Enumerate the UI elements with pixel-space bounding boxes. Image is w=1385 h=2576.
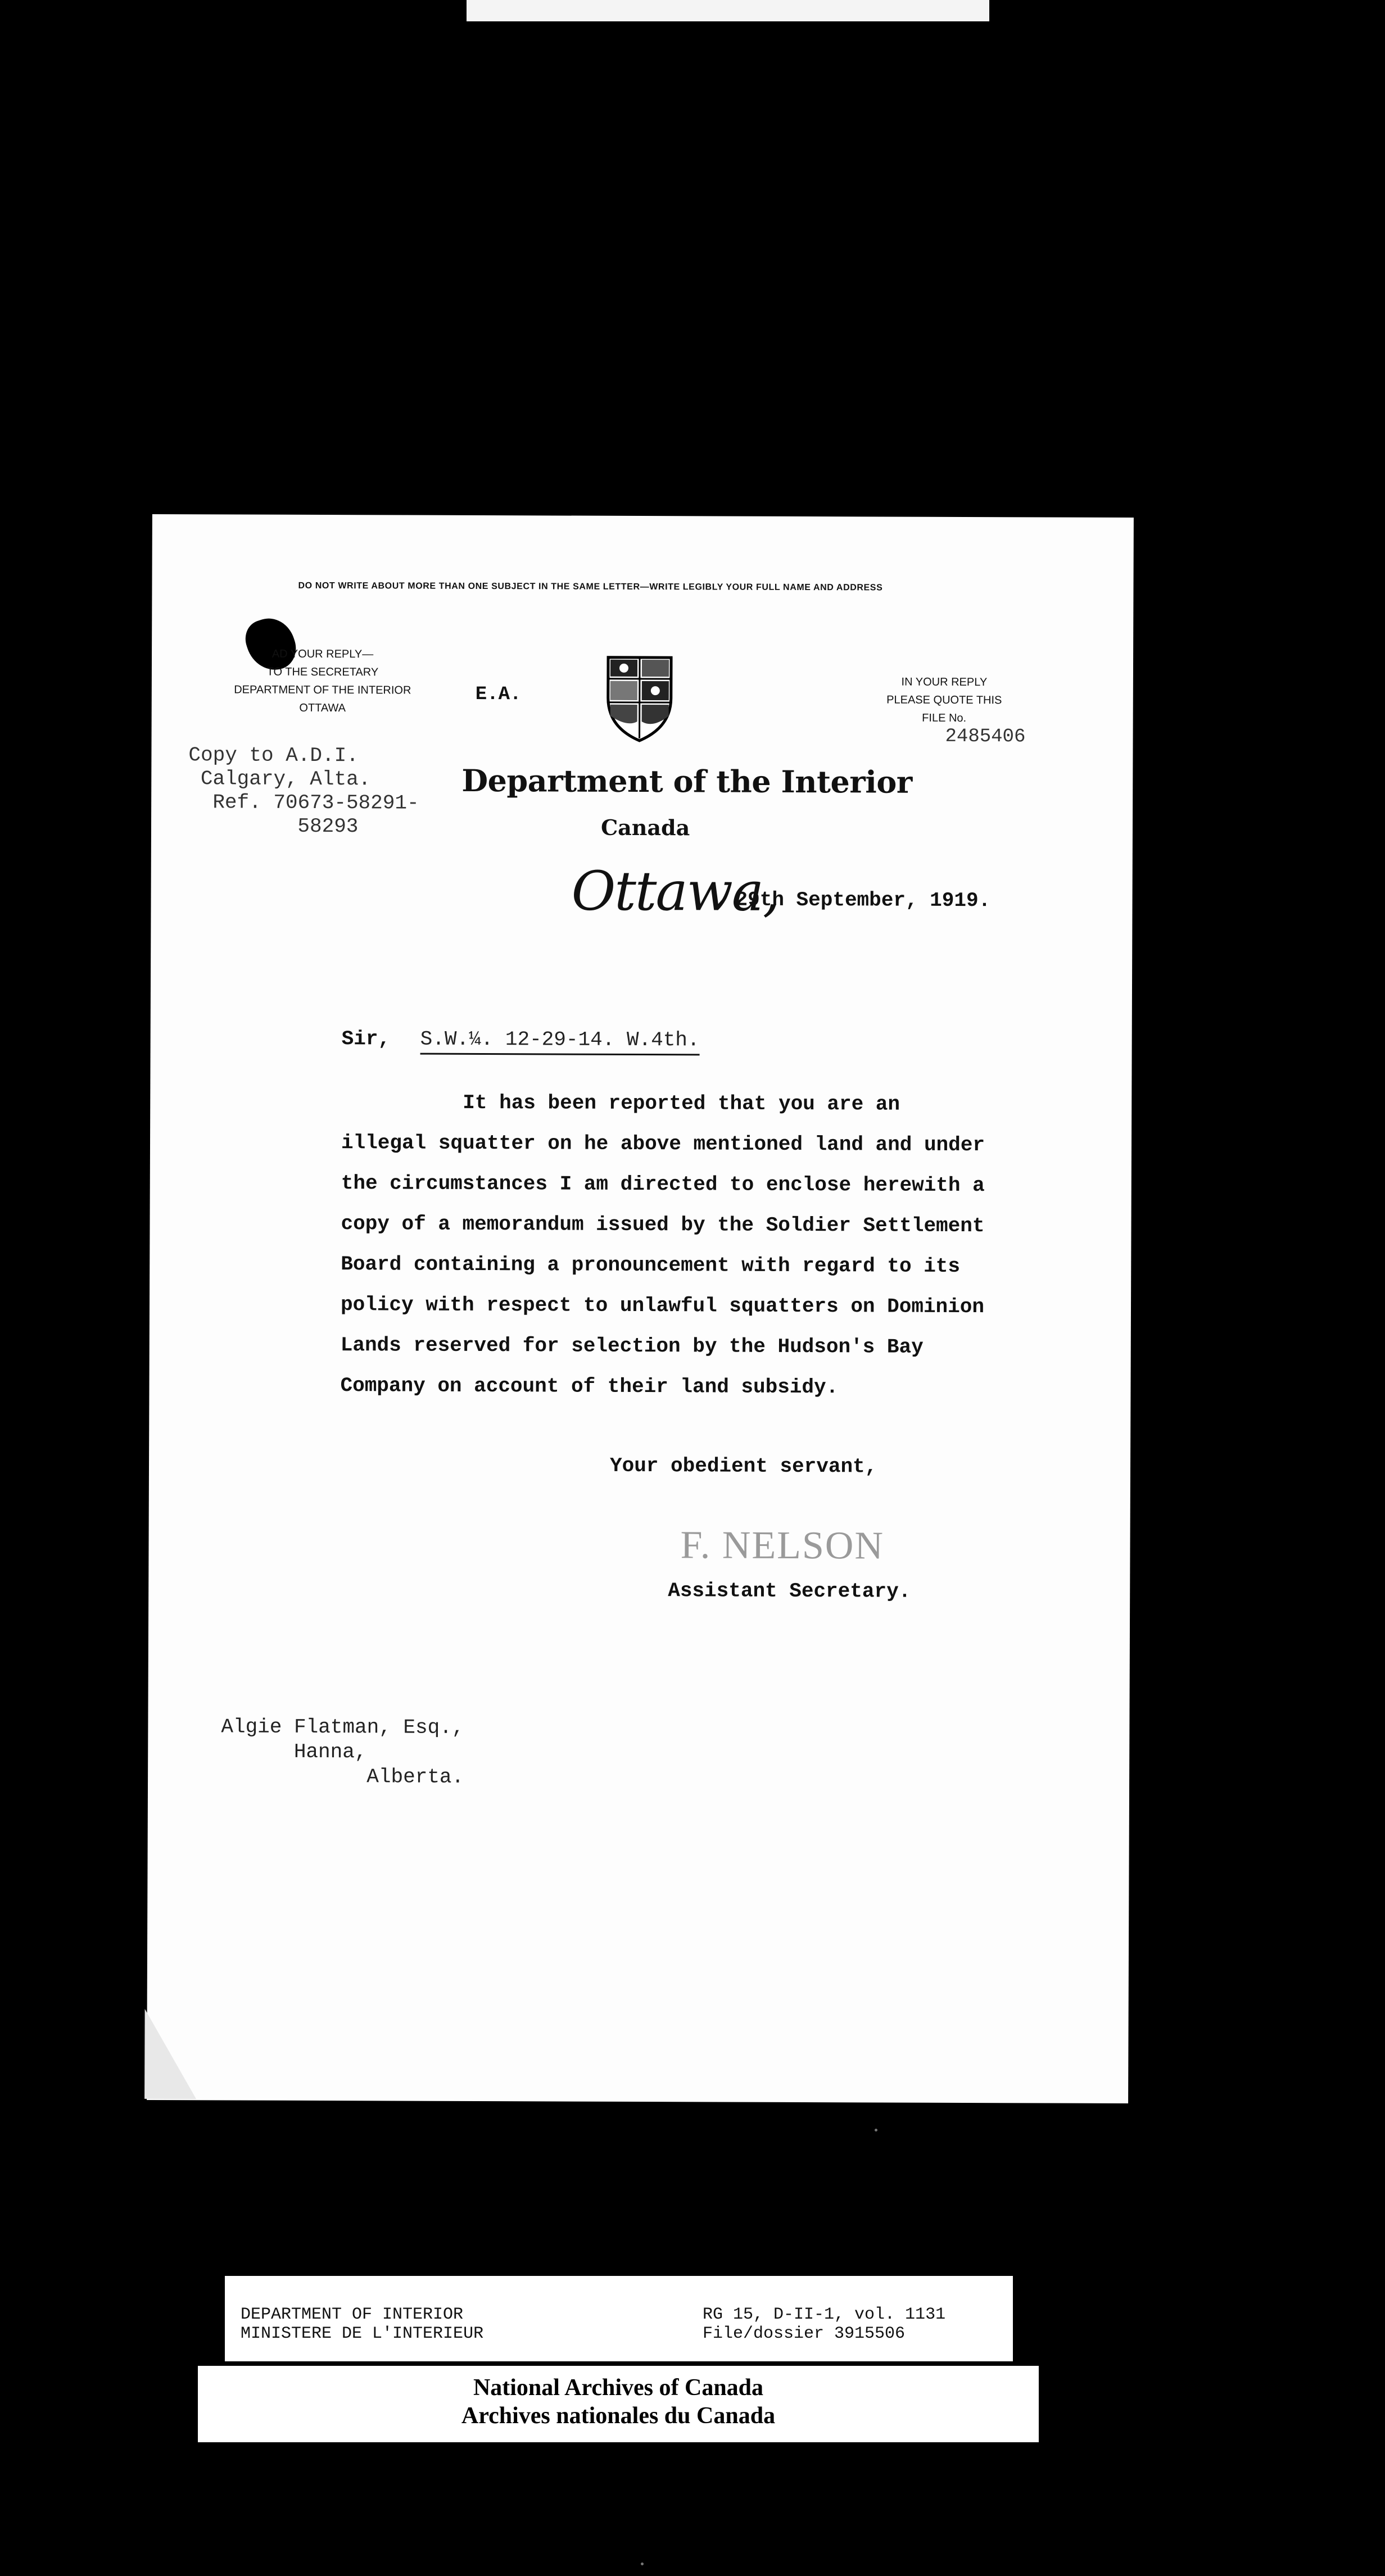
archive-line: DEPARTMENT OF INTERIOR [241, 2305, 464, 2324]
body-line: Company on account of their land subsidy. [340, 1374, 839, 1399]
department-country: Canada [600, 814, 690, 841]
film-speck [641, 2563, 644, 2565]
address-line: DEPARTMENT OF THE INTERIOR [234, 683, 411, 697]
archive-reference-label [224, 2275, 1014, 2362]
letterhead-notice: DO NOT WRITE ABOUT MORE THAN ONE SUBJECT IN THE SAME LETTER—WRITE LEGIBLY YOUR FULL NAME AND ADDRESS [298, 580, 883, 593]
film-frame-counter-strip [467, 0, 989, 21]
reply-line: IN YOUR REPLY [901, 675, 988, 689]
body-line: Lands reserved for selection by the Hudson's Bay [340, 1334, 924, 1359]
address-line: OTTAWA [299, 701, 346, 715]
page-corner-fold [144, 2009, 197, 2099]
subject-line: S.W.¼. 12-29-14. W.4th. [420, 1028, 700, 1056]
recipient-line: Hanna, [221, 1740, 367, 1764]
letter-page [147, 514, 1134, 2103]
copy-note-line: Ref. 70673-58291- [188, 791, 419, 815]
department-title: Department of the Interior [461, 762, 912, 800]
body-line: illegal squatter on he above mentioned land and under [341, 1131, 985, 1157]
film-speck [875, 2129, 877, 2131]
body-line: the circumstances I am directed to enclose herewith a [341, 1172, 985, 1198]
copy-note [188, 743, 419, 838]
recipient-line: Algie Flatman, Esq., [221, 1715, 464, 1739]
letter-city: Ottawa, [571, 859, 779, 923]
body-line: Board containing a pronouncement with regard to its [341, 1253, 961, 1278]
archive-line: File/dossier 3915506 [703, 2324, 906, 2343]
copy-note-line: Copy to A.D.I. [188, 743, 359, 768]
reply-line: PLEASE QUOTE THIS [886, 693, 1002, 707]
reply-address-block [221, 645, 424, 717]
closing: Your obedient servant, [609, 1454, 877, 1479]
salutation: Sir, [341, 1027, 391, 1051]
institution-name-en: National Archives of Canada [473, 2375, 764, 2401]
institution-name-fr: Archives nationales du Canada [461, 2403, 776, 2429]
institution-label [198, 2366, 1039, 2442]
archive-line: MINISTERE DE L'INTERIEUR [241, 2324, 484, 2343]
recipient-line: Alberta. [221, 1765, 464, 1789]
signer-title: Assistant Secretary. [668, 1579, 911, 1603]
signature-stamp: F. NELSON [680, 1523, 885, 1568]
archive-line: RG 15, D-II-1, vol. 1131 [703, 2305, 946, 2324]
letter-body [340, 1082, 1016, 1408]
address-line: TO THE SECRETARY [266, 665, 379, 679]
archive-department [241, 2305, 483, 2343]
reply-instructions [860, 673, 1029, 727]
archive-file-ref [703, 2305, 945, 2343]
body-line: policy with respect to unlawful squatters on Dominion [340, 1293, 985, 1319]
letter-date: 29th September, 1919. [735, 888, 991, 913]
copy-note-line: Calgary, Alta. [188, 767, 371, 791]
file-number: 2485406 [945, 725, 1026, 748]
recipient-address [221, 1715, 464, 1790]
initials: E.A. [475, 683, 522, 706]
coat-of-arms-icon [605, 654, 675, 743]
body-line: copy of a memorandum issued by the Soldier Settlement [341, 1212, 985, 1238]
body-line: It has been reported that you are an [341, 1091, 900, 1116]
reply-line: FILE No. [922, 711, 967, 725]
copy-note-line: 58293 [188, 814, 359, 838]
address-line: AD YOUR REPLY— [271, 647, 374, 661]
